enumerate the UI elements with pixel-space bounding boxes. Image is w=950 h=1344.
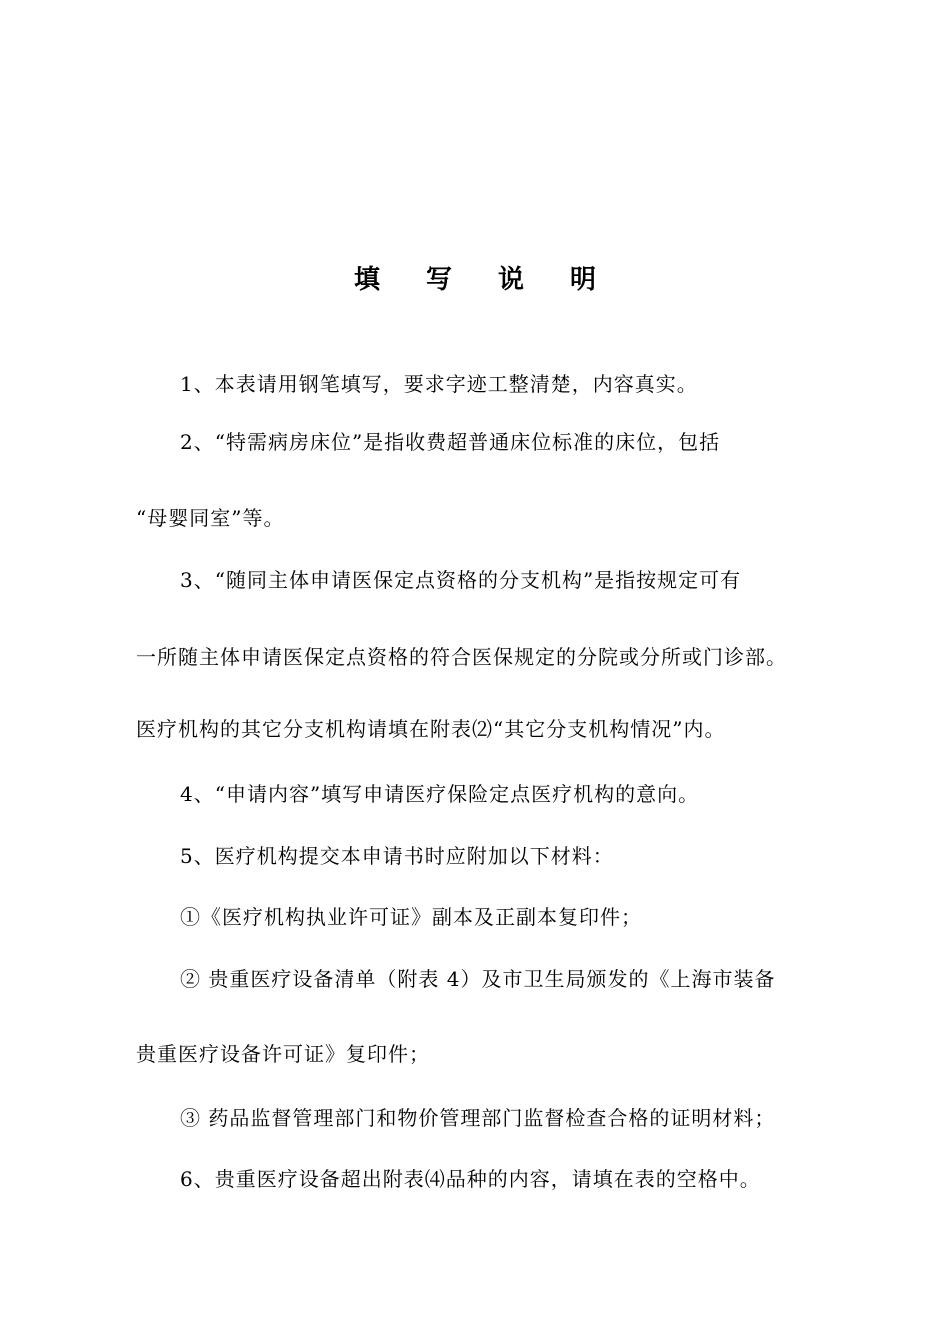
material-item-2-line-1: ② 贵重医疗设备清单（附表 4）及市卫生局颁发的《上海市装备 <box>180 967 776 991</box>
instruction-2-line-1: 2、“特需病房床位”是指收费超普通床位标准的床位，包括 <box>180 430 721 454</box>
instruction-2-line-2: “母婴同室”等。 <box>136 506 285 530</box>
instruction-3-line-2: 一所随主体申请医保定点资格的符合医保规定的分院或分所或门诊部。 <box>136 645 787 669</box>
material-item-2-line-2: 贵重医疗设备许可证》复印件； <box>136 1042 430 1066</box>
instruction-5: 5、医疗机构提交本申请书时应附加以下材料： <box>180 844 614 868</box>
document-title: 填写说明 <box>353 265 642 295</box>
instruction-3-line-3: 医疗机构的其它分支机构请填在附表⑵“其它分支机构情况”内。 <box>136 717 726 741</box>
instruction-3-line-1: 3、“随同主体申请医保定点资格的分支机构”是指按规定可有 <box>180 568 742 592</box>
material-item-1: ①《医疗机构执业许可证》副本及正副本复印件； <box>180 905 642 929</box>
material-item-3: ③ 药品监督管理部门和物价管理部门监督检查合格的证明材料； <box>180 1106 776 1130</box>
instruction-6: 6、贵重医疗设备超出附表⑷品种的内容，请填在表的空格中。 <box>180 1167 761 1191</box>
instruction-4: 4、“申请内容”填写申请医疗保险定点医疗机构的意向。 <box>180 782 700 806</box>
instruction-1: 1、本表请用钢笔填写，要求字迹工整清楚，内容真实。 <box>180 372 698 396</box>
